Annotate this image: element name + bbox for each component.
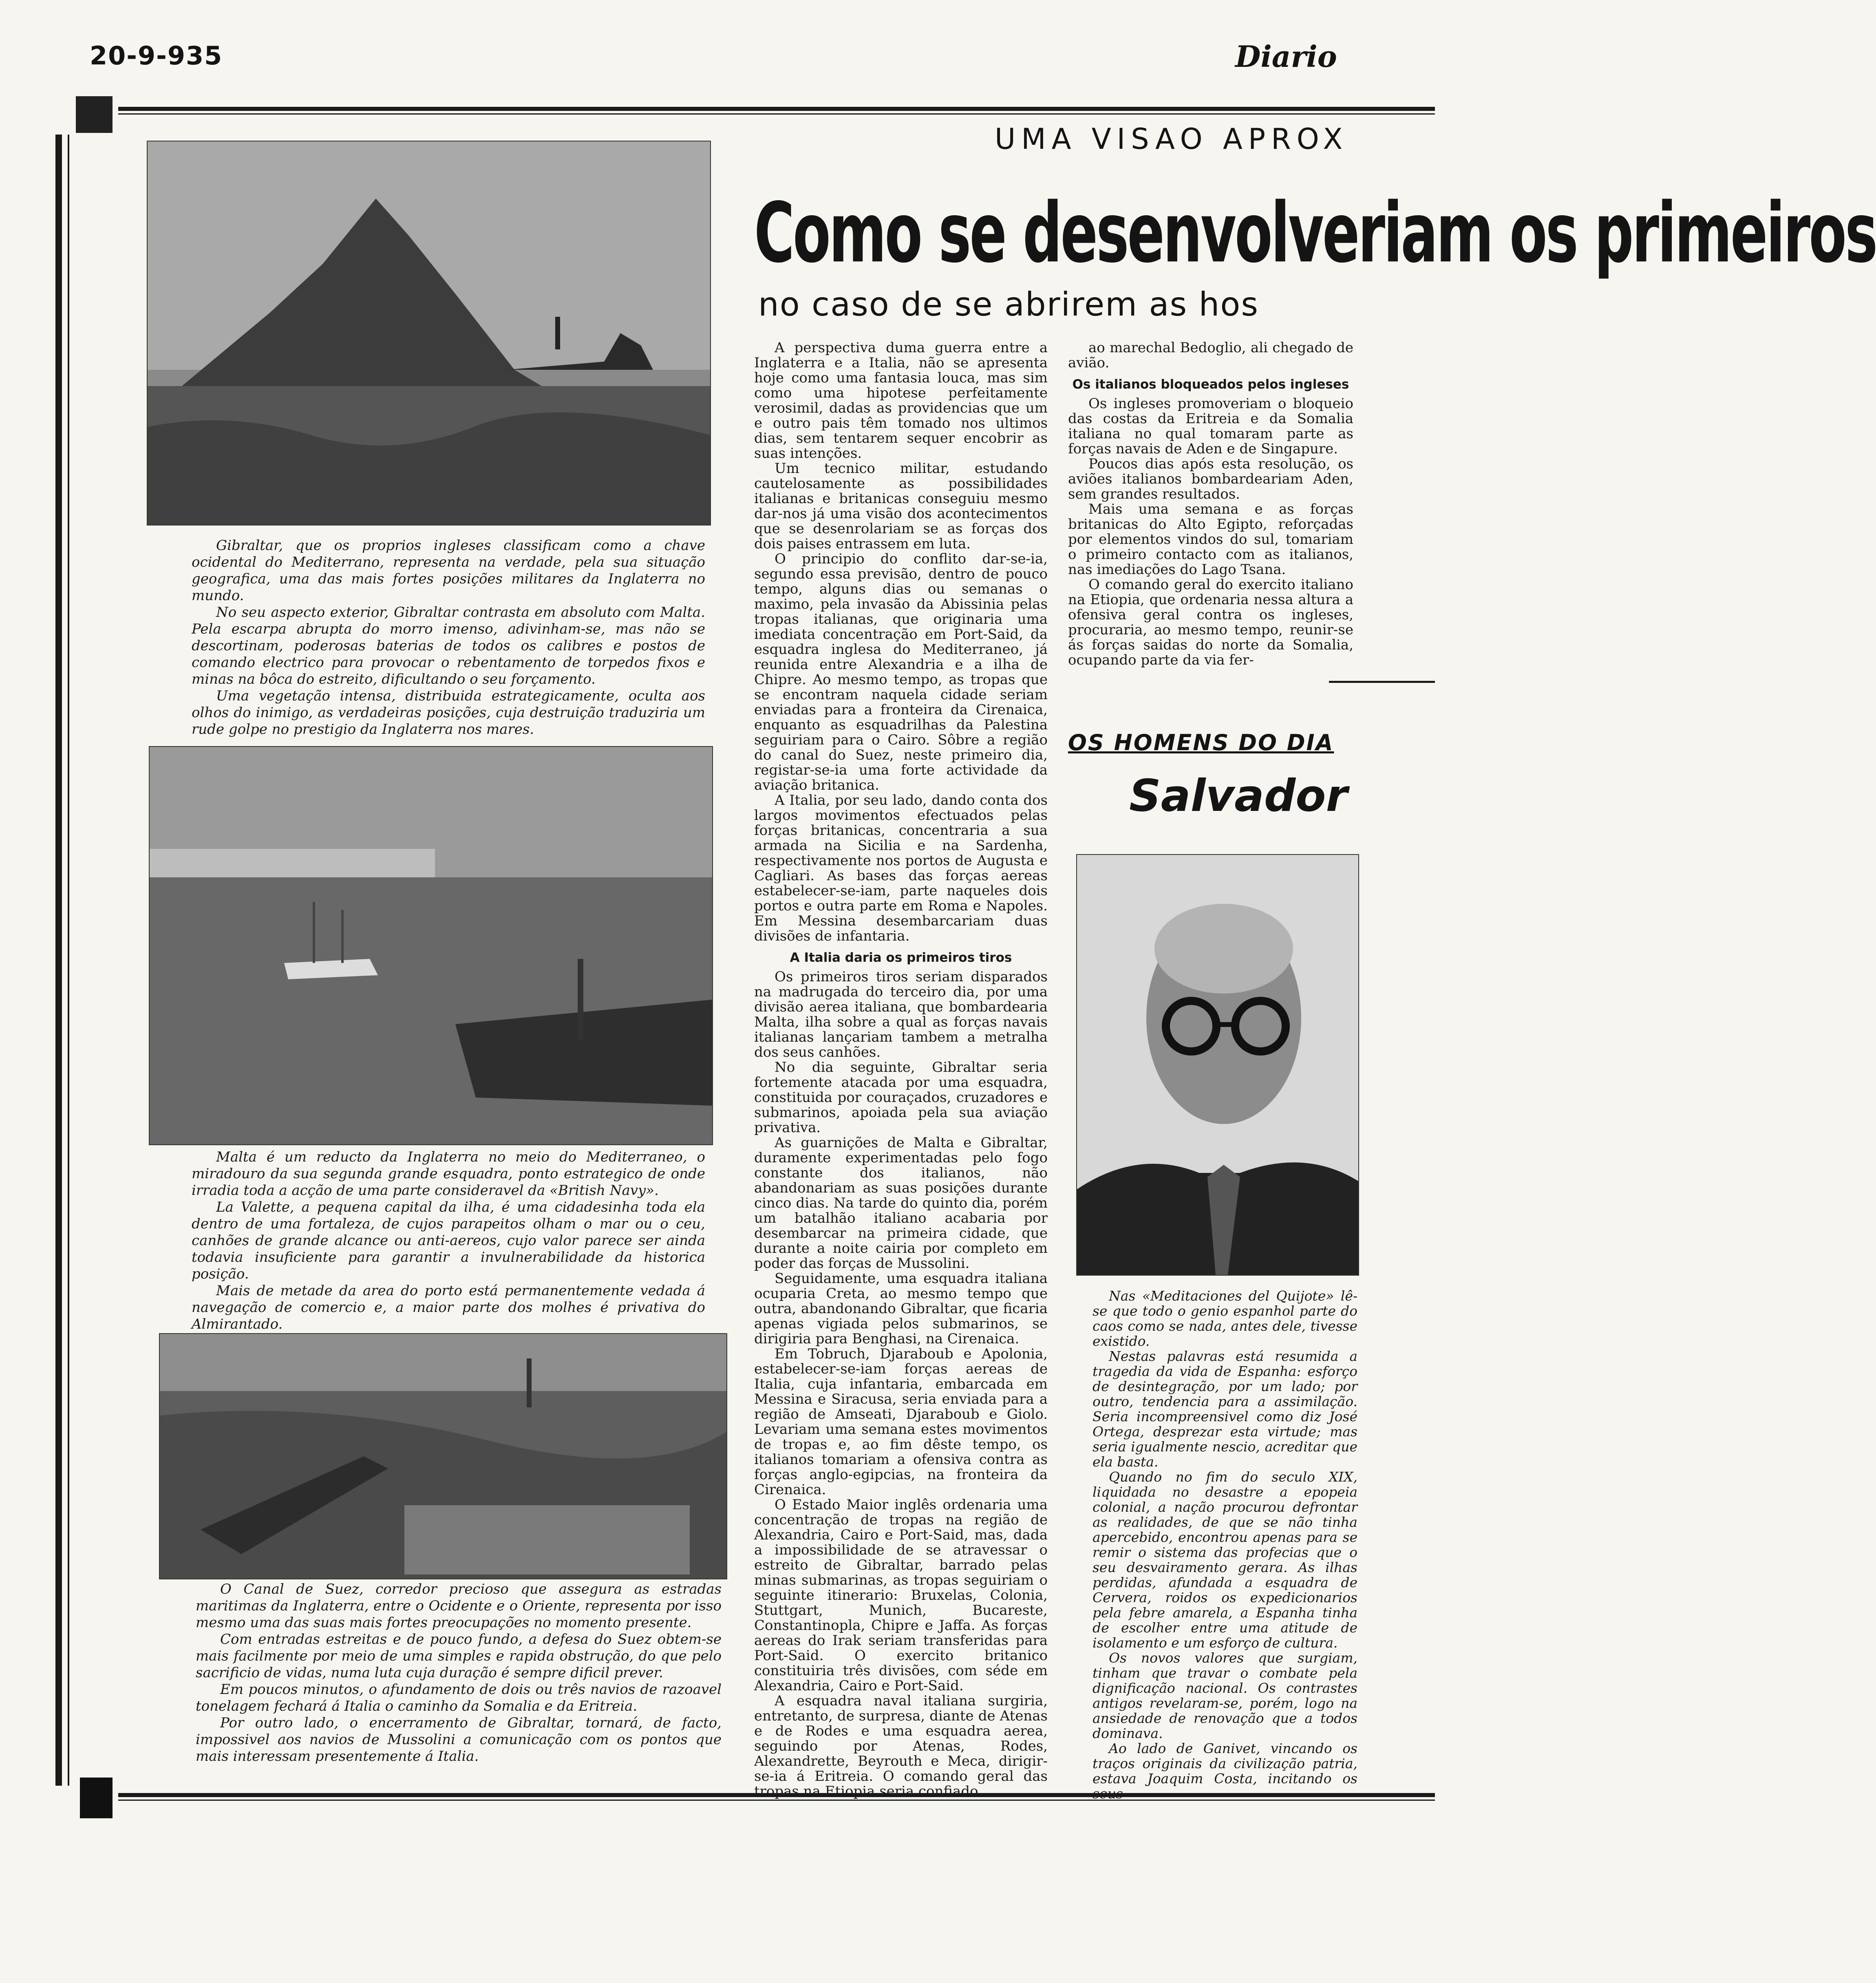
article-subhead: A Italia daria os primeiros tiros <box>790 950 1012 965</box>
caption-paragraph: Em poucos minutos, o afundamento de dois ou três navios de razoavel tonelagem fechará á Italia o caminho da Somalia e da Eritreia. <box>196 1681 722 1714</box>
portrait-photo <box>1076 854 1359 1276</box>
article-paragraph: A Italia, por seu lado, dando conta dos largos movimentos efectuados pelas forças britanicas, concentraria a sua armada na Sicilia e na Sardenha, respectivamente nos portos de Augusta e Cagliari. As bases das forças aereas estabelecer-se-iam, parte naqueles dois portos e outra parte em Roma e Napoles. Em Messina desembarcariam duas divisões de infantaria. <box>754 792 1048 944</box>
profile-paragraph: Nestas palavras está resumida a tragedia da vida de Espanha: esforço de desintegração, por um lado; por outro, tendencia para a assimilação. Seria incompreensivel como diz José Ortega, desprezar esta virtude; mas seria igualmente nescio, acreditar que ela basta. <box>1092 1348 1357 1470</box>
article-paragraph: Em Tobruch, Djaraboub e Apolonia, estabelecer-se-iam forças aereas de Italia, cuja infantaria, embarcada em Messina e Siracusa, seria enviada para a região de Amseati, Djaraboub e Giolo. Levariam uma semana estes movimentos de tropas e, ao fim dêste tempo, os italianos tomariam a ofensiva contra as forças anglo-egipcias, na fronteira da Cirenaica. <box>754 1346 1048 1498</box>
article-column-2 <box>1068 340 1353 668</box>
newspaper-name: Diario <box>1235 39 1337 74</box>
article-paragraph: As guarnições de Malta e Gibraltar, duramente experimentadas pelo fogo constante dos italianos, não abandonariam as suas posições durante cinco dias. Na tarde do quinto dia, porém um batalhão italiano acabaria por desembarcar na primeira cidade, que durante a noite cairia por completo em poder das forças de Mussolini. <box>754 1135 1048 1272</box>
article-paragraph: O Estado Maior inglês ordenaria uma concentração de tropas na região de Alexandria, Cairo e Port-Said, mas, dada a impossibilidade de se atravessar o estreito de Gibraltar, barrado pelas minas submarinas, as tropas seguiriam o seguinte itinerario: Bruxelas, Colonia, Stuttgart, Munich, Bucareste, Constantinopla, Chipre e Jaffa. As forças aereas do Irak seriam transferidas para Port-Said. O exercito britanico constituiria três divisões, com séde em Alexandria, Cairo e Port-Said. <box>754 1497 1048 1694</box>
caption-paragraph: Mais de metade da area do porto está permanentemente vedada á navegação de comercio e, a maior parte dos molhes é privativa do Almirantado. <box>192 1283 705 1332</box>
profile-paragraph: Ao lado de Ganivet, vincando os traços originais da civilização patria, estava Joaquim Costa, incitando os seus <box>1092 1740 1357 1802</box>
article-paragraph: Um tecnico militar, estudando cautelosamente as possibilidades italianas e britanicas conseguiu mesmo dar-nos já uma visão dos acontecimentos que se desenrolariam se as forças dos dois paises entrassem em luta. <box>754 460 1048 552</box>
article-subheadline: no caso de se abrirem as hos <box>758 285 1259 323</box>
gibraltar-caption <box>192 537 705 738</box>
malta-harbour-photo <box>149 746 713 1145</box>
corner-ornament-bottom <box>80 1778 113 1818</box>
malta-caption <box>192 1149 705 1333</box>
caption-paragraph: Uma vegetação intensa, distribuida estrategicamente, oculta aos olhos do inimigo, as verdadeiras posições, cuja destruição traduziria um rude golpe no prestigio da Inglaterra nos mares. <box>192 688 705 738</box>
article-paragraph: O principio do conflito dar-se-ia, segundo essa previsão, dentro de pouco tempo, alguns dias ou semanas o maximo, pela invasão da Abissinia pelas tropas italianas, que originaria uma imediata concentração em Port-Said, da esquadra inglesa do Mediterraneo, já reunida entre Alexandria e a ilha de Chipre. Ao mesmo tempo, as tropas que se encontram naquela cidade seriam enviadas para a fronteira da Cirenaica, enquanto as esquadrilhas da Palestina seguiriam para o Cairo. Sôbre a região do canal do Suez, neste primeiro dia, registar-se-ia uma forte actividade da aviação britanica. <box>754 551 1048 793</box>
left-border-thin <box>68 135 69 1786</box>
caption-paragraph: O Canal de Suez, corredor precioso que assegura as estradas maritimas da Inglaterra, entre o Ocidente e o Oriente, representa por isso mesmo uma das suas mais fortes preocupações no momento presente. <box>196 1581 722 1631</box>
article-paragraph: A esquadra naval italiana surgiria, entretanto, de surpresa, diante de Atenas e de Rodes e uma esquadra aerea, seguindo por Atenas, Rodes, Alexandrette, Beyrouth e Meca, dirigir-se-ia á Eritreia. O comando geral das tropas na Etiopia seria confiado <box>754 1693 1048 1800</box>
article-paragraph: Poucos dias após esta resolução, os aviões italianos bombardeariam Aden, sem grandes resultados. <box>1068 456 1353 502</box>
article-paragraph: ao marechal Bedoglio, ali chegado de avião. <box>1068 340 1353 371</box>
column-end-rule <box>1329 681 1435 683</box>
article-paragraph: Seguidamente, uma esquadra italiana ocuparia Creta, ao mesmo tempo que outra, abandonando Gibraltar, que ficaria apenas vigiada pelos submarinos, se dirigiria para Benghasi, na Cirenaica. <box>754 1270 1048 1347</box>
profile-text <box>1092 1288 1357 1801</box>
issue-date: 20-9-935 <box>90 41 223 71</box>
corner-ornament-top <box>76 96 113 133</box>
article-headline: Como se desenvolveriam os primeiros <box>754 185 1876 281</box>
caption-paragraph: Por outro lado, o encerramento de Gibraltar, tornará, de facto, impossivel aos navios de Mussolini a comunicação com os pontos que mais interessam presentemente á Italia. <box>196 1715 722 1764</box>
top-rule <box>118 107 1435 111</box>
profile-paragraph: Quando no fim do seculo XIX, liquidada no desastre a epopeia colonial, a nação procurou defrontar as realidades, de que se não tinha apercebido, encontrou apenas para se remir o sistema das profecias que o seu desvairamento gerara. As ilhas perdidas, afundada a esquadra de Cervera, roidos os expedicionarios pela febre amarela, a Espanha tinha de escolher entre uma atitude de isolamento e um esforço de cultura. <box>1092 1469 1357 1651</box>
article-kicker: UMA VISAO APROX <box>995 122 1349 156</box>
article-paragraph: Os primeiros tiros seriam disparados na madrugada do terceiro dia, por uma divisão aerea italiana, que bombardearia Malta, ilha sobre a qual as forças navais italianas lançariam tambem a metralha dos seus canhões. <box>754 969 1048 1060</box>
profile-name: Salvador <box>1129 771 1348 821</box>
article-subhead: Os italianos bloqueados pelos ingleses <box>1072 377 1349 392</box>
caption-paragraph: Malta é um reducto da Inglaterra no meio do Mediterraneo, o miradouro da sua segunda grande esquadra, ponto estrategico de onde irradia toda a acção de uma parte consideravel da «British Navy». <box>192 1149 705 1199</box>
profile-paragraph: Os novos valores que surgiam, tinham que travar o combate pela dignificação nacional. Os contrastes antigos revelaram-se, porém, logo na ansiedade de renovação que a todos dominava. <box>1092 1650 1357 1741</box>
suez-caption <box>196 1581 722 1765</box>
left-border-bar <box>55 135 62 1786</box>
article-column-1 <box>754 340 1048 1799</box>
article-paragraph: A perspectiva duma guerra entre a Inglaterra e a Italia, não se apresenta hoje como uma fantasia louca, mas sim como uma hipotese perfeitamente verosimil, dadas as providencias que um e outro pais têm tomado nos ultimos dias, sem tentarem sequer encobrir as suas intenções. <box>754 340 1048 462</box>
article-paragraph: Mais uma semana e as forças britanicas do Alto Egipto, reforçadas por elementos vindos do sul, tomariam o primeiro contacto com as italianos, nas imediações do Lago Tsana. <box>1068 501 1353 578</box>
gibraltar-photo <box>147 141 711 526</box>
section-title: OS HOMENS DO DIA <box>1068 730 1334 755</box>
caption-paragraph: La Valette, a pequena capital da ilha, é uma cidadesinha toda ela dentro de uma fortaleza, de cujos parapeitos olham o mar ou o ceu, canhões de grande alcance ou anti-aereos, cujo valor parece ser ainda todavia insuficiente para garantir a invulnerabilidade da historica posição. <box>192 1199 705 1282</box>
top-rule-thin <box>118 113 1435 115</box>
suez-canal-photo <box>159 1333 727 1579</box>
article-paragraph: No dia seguinte, Gibraltar seria fortemente atacada por uma esquadra, constituida por couraçados, cruzadores e submarinos, apoiada pela sua aviação privativa. <box>754 1059 1048 1136</box>
article-paragraph: Os ingleses promoveriam o bloqueio das costas da Eritreia e da Somalia italiana no qual tomaram parte as forças navais de Aden e de Singapure. <box>1068 395 1353 457</box>
article-paragraph: O comando geral do exercito italiano na Etiopia, que ordenaria nessa altura a ofensiva geral contra os ingleses, procuraria, ao mesmo tempo, reunir-se ás forças saidas do norte da Somalia, ocupando parte da via fer- <box>1068 576 1353 668</box>
caption-paragraph: Gibraltar, que os proprios ingleses classificam como a chave ocidental do Mediterrano, representa na verdade, pela sua situação geografica, uma das mais fortes posições militares da Inglaterra no mundo. <box>192 537 705 604</box>
caption-paragraph: No seu aspecto exterior, Gibraltar contrasta em absoluto com Malta. Pela escarpa abrupta do morro imenso, adivinham-se, mas não se descortinam, poderosas baterias de todos os calibres e postos de comando electrico para provocar o rebentamento de torpedos fixos e minas na bôca do estreito, dificultando o seu forçamento. <box>192 604 705 687</box>
caption-paragraph: Com entradas estreitas e de pouco fundo, a defesa do Suez obtem-se mais facilmente por meio de uma simples e rapida obstrução, do que pelo sacrificio de vidas, numa luta cuja duração é sempre dificil prever. <box>196 1631 722 1681</box>
profile-paragraph: Nas «Meditaciones del Quijote» lê-se que todo o genio espanhol parte do caos como se nada, antes dele, tivesse existido. <box>1092 1288 1357 1349</box>
